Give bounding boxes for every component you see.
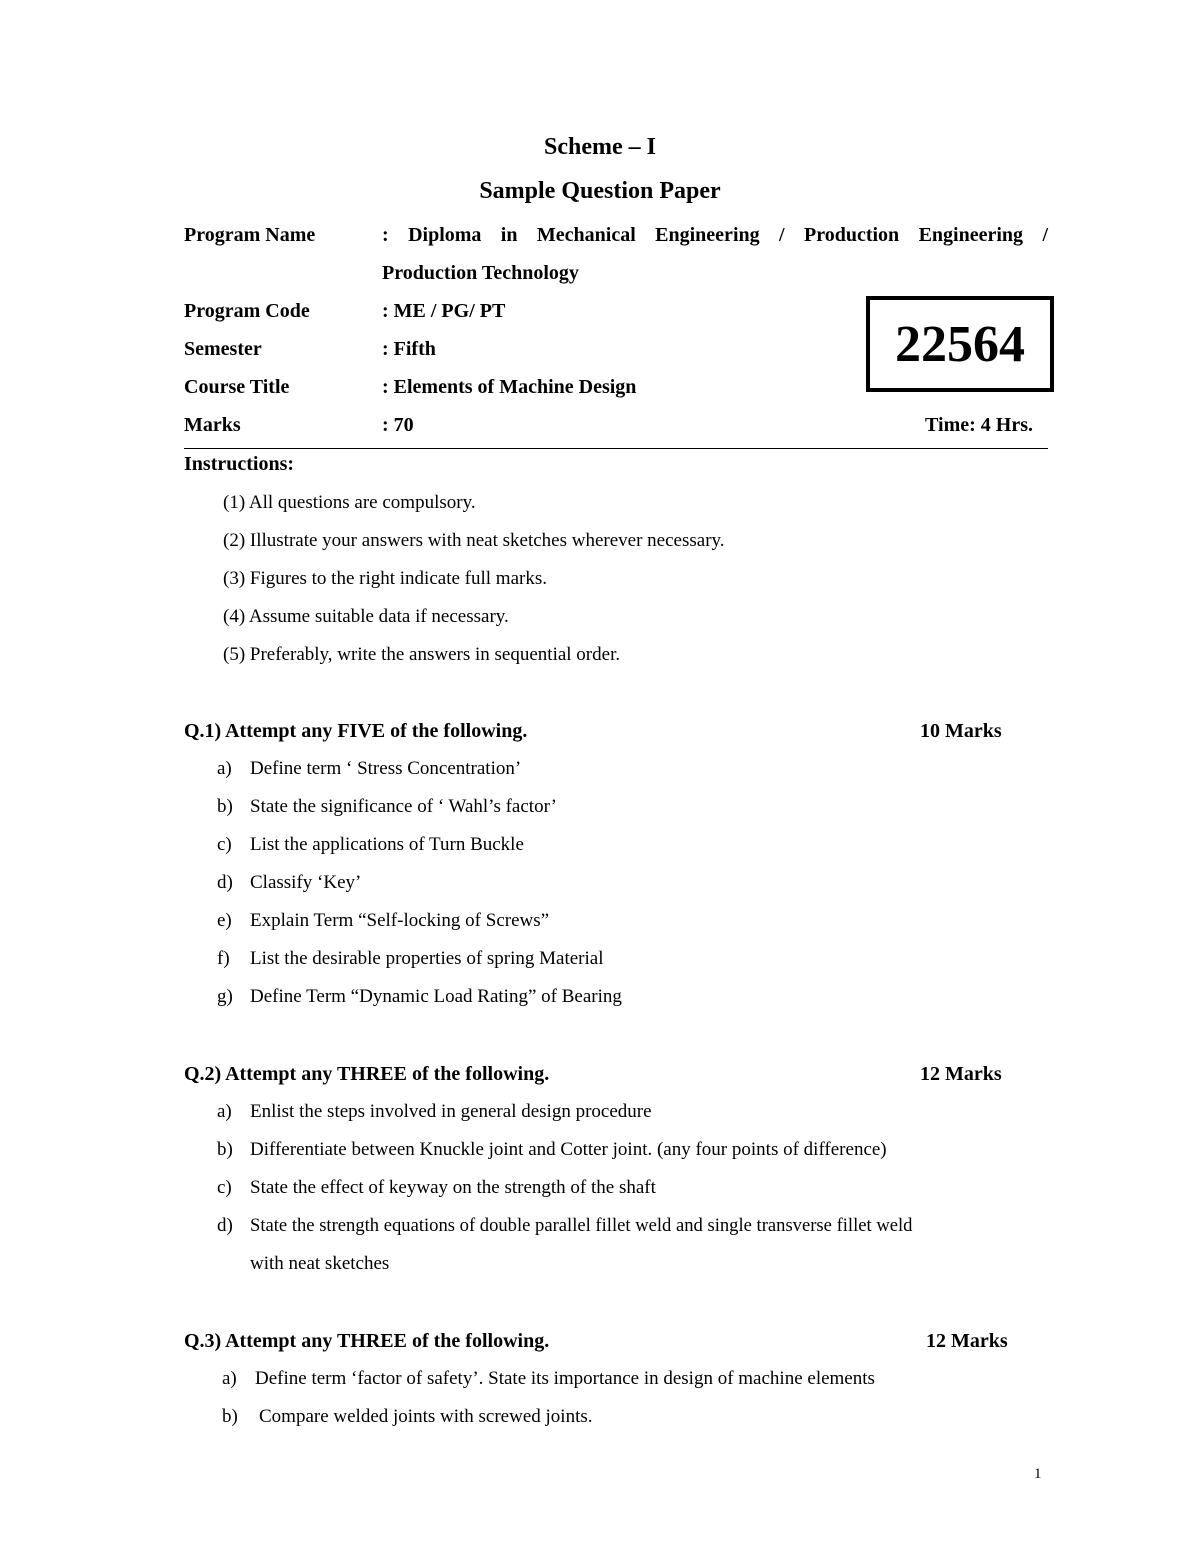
header-divider <box>184 448 1048 449</box>
semester-value: : Fifth <box>382 338 436 360</box>
q1-item-letter: f) <box>217 948 230 969</box>
question-2-marks: 12 Marks <box>920 1063 1002 1085</box>
q1-item-text: Explain Term “Self-locking of Screws” <box>250 910 550 931</box>
program-name-value-cont: Production Technology <box>382 262 579 284</box>
course-code: 22564 <box>895 315 1025 373</box>
q2-item-text: State the effect of keyway on the strength of the shaft <box>250 1177 656 1198</box>
question-1-heading: Q.1) Attempt any FIVE of the following. <box>184 720 528 742</box>
instruction-item: (4) Assume suitable data if necessary. <box>223 606 509 627</box>
q2-item-text: State the strength equations of double parallel fillet weld and single transverse fillet weld <box>250 1215 913 1236</box>
q2-item-text: Differentiate between Knuckle joint and Cotter joint. (any four points of difference) <box>250 1139 887 1160</box>
instruction-item: (1) All questions are compulsory. <box>223 492 476 513</box>
q1-item-letter: a) <box>217 758 232 779</box>
q1-item-text: State the significance of ‘ Wahl’s factor’ <box>250 796 557 817</box>
semester-label: Semester <box>184 338 262 360</box>
q3-item-text: Compare welded joints with screwed joints. <box>259 1406 593 1427</box>
instruction-item: (2) Illustrate your answers with neat sketches wherever necessary. <box>223 530 725 551</box>
question-1-marks: 10 Marks <box>920 720 1002 742</box>
instructions-heading: Instructions: <box>184 453 295 475</box>
q1-item-text: Define Term “Dynamic Load Rating” of Bearing <box>250 986 622 1007</box>
q2-item-letter: c) <box>217 1177 232 1198</box>
scheme-title: Scheme – I <box>544 134 656 160</box>
course-title-value: : Elements of Machine Design <box>382 376 637 398</box>
q2-item-letter: a) <box>217 1101 232 1122</box>
q3-item-letter: a) <box>222 1368 237 1389</box>
page-number: 1 <box>1034 1466 1042 1482</box>
course-code-box <box>866 296 1054 392</box>
q1-item-text: List the applications of Turn Buckle <box>250 834 524 855</box>
program-code-value: : ME / PG/ PT <box>382 300 506 322</box>
q2-item-letter: d) <box>217 1215 233 1236</box>
paper-title: Sample Question Paper <box>479 178 721 204</box>
time-value: Time: 4 Hrs. <box>925 414 1033 436</box>
question-3-marks: 12 Marks <box>926 1330 1008 1352</box>
instruction-item: (5) Preferably, write the answers in sequential order. <box>223 644 621 665</box>
q1-item-letter: d) <box>217 872 233 893</box>
q3-item-text: Define term ‘factor of safety’. State its importance in design of machine elements <box>255 1368 875 1389</box>
q1-item-letter: c) <box>217 834 232 855</box>
q2-item-text: Enlist the steps involved in general design procedure <box>250 1101 652 1122</box>
q1-item-letter: b) <box>217 796 233 817</box>
program-code-label: Program Code <box>184 300 310 322</box>
q1-item-letter: g) <box>217 986 233 1007</box>
program-name-value: : Diploma in Mechanical Engineering / Production Engineering / <box>382 224 1048 246</box>
q1-item-text: List the desirable properties of spring Material <box>250 948 604 969</box>
course-title-label: Course Title <box>184 376 290 398</box>
q1-item-text: Classify ‘Key’ <box>250 872 362 893</box>
q2-item-letter: b) <box>217 1139 233 1160</box>
question-2-heading: Q.2) Attempt any THREE of the following. <box>184 1063 550 1085</box>
marks-label: Marks <box>184 414 241 436</box>
q3-item-letter: b) <box>222 1406 238 1427</box>
question-3-heading: Q.3) Attempt any THREE of the following. <box>184 1330 550 1352</box>
q1-item-text: Define term ‘ Stress Concentration’ <box>250 758 522 779</box>
q2-item-text-cont: with neat sketches <box>250 1253 390 1274</box>
q1-item-letter: e) <box>217 910 232 931</box>
program-name-label: Program Name <box>184 224 316 246</box>
instruction-item: (3) Figures to the right indicate full marks. <box>223 568 547 589</box>
marks-value: : 70 <box>382 414 414 436</box>
